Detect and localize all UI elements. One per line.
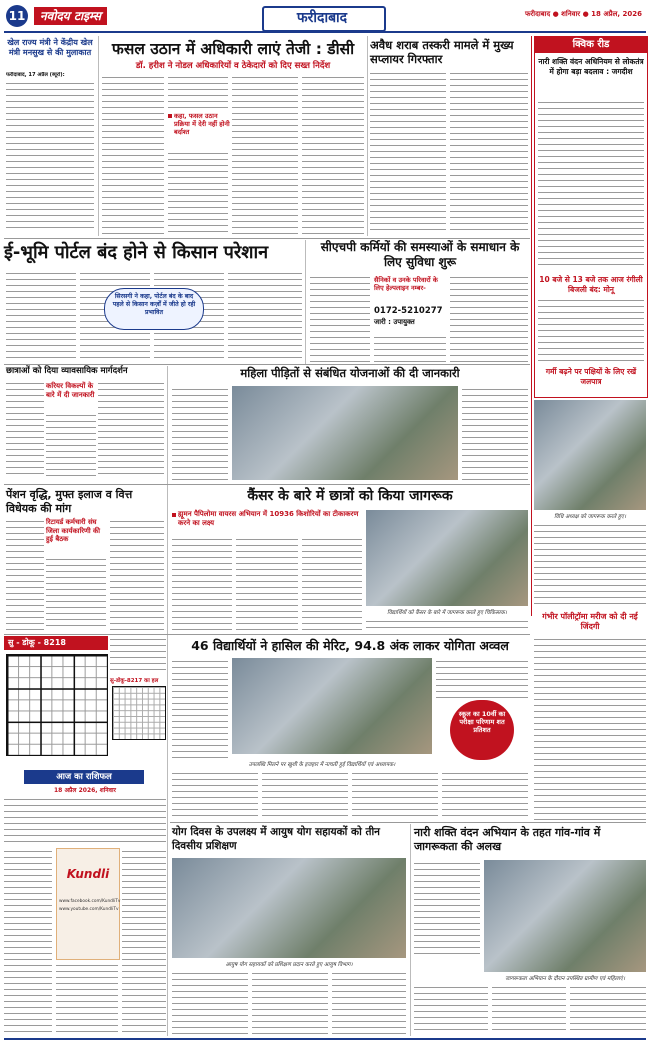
lead-subhead: डॉ. हरीश ने नोडल अधिकारियों व ठेकेदारों को दिए सख्त निर्देश — [135, 61, 331, 71]
csp-body-1 — [310, 274, 370, 362]
quick-read-item2-headline: 10 बजे से 13 बजे तक आज रंगीली बिजली बंद: मोनू — [539, 275, 643, 294]
pension-body-2 — [46, 556, 106, 630]
lead-body-1 — [102, 74, 164, 236]
shakti-body-1 — [414, 860, 480, 956]
yoga-body-2 — [252, 970, 328, 1034]
right-lower-body-1 — [534, 522, 646, 608]
quick-read — [534, 36, 648, 398]
eportal-quote — [104, 288, 204, 330]
eportal-headline: ई-भूमि पोर्टल बंद होने से किसान परेशान — [4, 242, 269, 263]
eportal-body-4 — [228, 270, 302, 360]
sudoku — [4, 636, 166, 766]
pension-headline: पेंशन वृद्धि, मुफ्त इलाज व वित्त विधेयक की मांग — [6, 488, 133, 515]
shakti-body-2 — [414, 984, 488, 1034]
pension-body-1 — [6, 518, 44, 630]
page-number: 11 — [6, 5, 28, 27]
csp-body-3 — [450, 274, 528, 362]
cancer-photo-caption: विद्यार्थियों को कैंसर के बारे में जागरूक करते हुए चिकित्सक। — [387, 610, 507, 616]
cancer-headline: कैंसर के बारे में छात्रों को किया जागरूक — [247, 488, 453, 504]
quick-read-item1-body — [538, 99, 644, 269]
yoga-photo — [172, 858, 406, 958]
dateline: फरीदाबाद ● शनिवार ● 18 अप्रैल, 2026 — [525, 10, 642, 18]
kundli-ad-line1: www.facebook.com/KundliTv — [59, 899, 121, 904]
horoscope-title: आज का राशिफल — [24, 770, 144, 784]
horoscope-body-top — [4, 796, 166, 844]
cancer-body-2 — [236, 536, 298, 630]
quick-read-item2-body — [538, 297, 644, 363]
women-headline: महिला पीड़ितों से संबंधित योजनाओं की दी जानकारी — [240, 366, 460, 380]
quick-read-item3-headline: गर्मी बढ़ने पर पक्षियों के लिए रखें जलपात्र — [545, 367, 637, 386]
cancer-body-1 — [172, 536, 232, 630]
merit-body-6 — [442, 770, 528, 820]
csp-body-2 — [374, 334, 446, 362]
guidance-pullquote: करियर विकल्पों के बारे में दी जानकारी — [46, 382, 95, 399]
merit-photo — [232, 658, 432, 754]
merit-photo-caption: उपलब्धि मिलने पर खुशी के इजहार में नाचती हुई विद्यार्थियों एवं अध्यापक। — [248, 762, 396, 768]
eportal-quote-text: सिरसगी ने कहा, पोर्टल बंद के बाद पहले से किसान कर्ज़ों में जीते हो रही प्रभावित — [112, 293, 196, 316]
city-banner — [262, 6, 382, 28]
left-brief-dateline: फरीदाबाद, 17 अप्रैल (ब्यूरो): — [6, 72, 65, 78]
shakti-body-3 — [492, 984, 566, 1034]
right-lower-photo — [534, 400, 646, 510]
kundli-ad[interactable] — [56, 848, 120, 960]
heart-headline: गंभीर पॉलीट्रॉमा मरीज को दी नई जिंदगी — [542, 612, 638, 631]
merit-headline: 46 विद्यार्थियों ने हासिल की मेरिट, 94.8 अंक लाकर योगिता अव्वल — [191, 638, 509, 653]
shakti-headline: नारी शक्ति वंदन अभियान के तहत गांव-गांव में जागरूकता की अलख — [414, 826, 601, 853]
shakti-body-4 — [570, 984, 646, 1034]
sudoku-title: सु - डोकू - 8218 — [4, 636, 108, 650]
lead-headline: फसल उठान में अधिकारी लाएं तेजी : डीसी — [111, 40, 355, 58]
sudoku-solution-title: सु-डोकू-8217 का हल — [110, 678, 159, 684]
shakti-photo-caption: जागरूकता अभियान के दौरान उपस्थित ग्रामीण एवं महिलाएं। — [505, 976, 625, 982]
cancer-body-4 — [366, 618, 528, 630]
quick-read-item1-headline: नारी शक्ति वंदन अधिनियम से लोकतंत्र में होगा बड़ा बदलाव : जगदीश — [538, 57, 644, 76]
city-banner-text: फरीदाबाद — [296, 10, 348, 26]
yoga-headline: योग दिवस के उपलक्ष्य में आयुष योग सहायकों को तीन दिवसीय प्रशिक्षण — [172, 826, 380, 852]
merit-body-1 — [172, 658, 228, 758]
masthead — [0, 0, 650, 34]
horoscope-col-right — [122, 848, 166, 1032]
shakti-photo — [484, 860, 646, 972]
kundli-ad-line2: www.youtube.com/KundliTv — [59, 907, 119, 912]
merit-body-4 — [262, 770, 348, 820]
cancer-body-3 — [302, 536, 362, 630]
guidance-body-2 — [46, 412, 96, 478]
csp-helpline-suffix: जारी : उपायुक्त — [374, 318, 415, 326]
eportal-body-1 — [6, 270, 76, 360]
lead-pullquote-text: कहा, फसल उठान प्रक्रिया में देरी नहीं होनी बर्दाश्त — [174, 112, 230, 136]
csp-helpline-label: सैनिकों व उनके परिवारों के लिए हेल्पलाइन नम्बर- — [374, 276, 438, 292]
sudoku-grid[interactable] — [6, 654, 108, 756]
guidance-body-1 — [6, 380, 44, 478]
merit-body-2 — [436, 658, 528, 698]
liquor-body-1 — [370, 70, 446, 234]
horoscope — [4, 770, 166, 1034]
merit-badge-text: स्कूल का 10वीं का परीक्षा परिणाम शत प्रतिशत — [458, 710, 506, 734]
merit-badge — [450, 700, 514, 760]
horoscope-col-mid — [56, 962, 118, 1032]
guidance-body-3 — [98, 380, 164, 478]
merit-body-3 — [172, 770, 258, 820]
pension-pullquote: रिटायर्ड कर्मचारी संघ जिला कार्यकारिणी की हुई बैठक — [46, 518, 101, 543]
horoscope-date: 18 अप्रैल 2026, शनिवार — [54, 787, 116, 794]
right-lower-body-2 — [534, 636, 646, 820]
lead-body-3 — [168, 150, 228, 236]
women-body-2 — [462, 386, 528, 482]
yoga-body-3 — [332, 970, 406, 1034]
women-body-1 — [172, 386, 228, 482]
lead-body-4 — [232, 74, 298, 236]
women-photo — [232, 386, 458, 480]
left-brief-body — [6, 80, 94, 232]
csp-helpline-number: 0172-5210277 — [374, 306, 443, 316]
lead-pullquote — [168, 112, 228, 148]
csp-headline: सीएचपी कर्मियों की समस्याओं के समाधान के लिए सुविधा शुरू — [320, 240, 520, 269]
yoga-body-1 — [172, 970, 248, 1034]
cancer-subhead: ह्यूमन पैपिलोमा वायरस अभियान में 10936 किशोरियों का टीकाकरण करने का लक्ष्य — [178, 510, 359, 527]
horoscope-col-left — [4, 848, 52, 1032]
pension-body-3 — [110, 518, 164, 630]
kundli-ad-brand: Kundli — [66, 867, 110, 881]
left-brief-headline: खेल राज्य मंत्री ने केंद्रीय खेल मंत्री मनसुख से की मुलाकात — [7, 38, 93, 57]
cancer-subhead-block — [172, 510, 362, 534]
merit-body-5 — [352, 770, 438, 820]
paper-name: नवोदय टाइम्स — [34, 7, 107, 25]
sudoku-instructions — [110, 636, 166, 672]
yoga-photo-caption: आयुष योग सहायकों को प्रशिक्षण प्रदान करते हुए आयुष विभाग। — [225, 962, 353, 968]
guidance-headline: छात्राओं को दिया व्यावसायिक मार्गदर्शन — [6, 366, 128, 376]
cancer-photo — [366, 510, 528, 606]
lead-body-2 — [168, 74, 228, 110]
quick-read-label: क्विक रीड — [535, 37, 647, 53]
csp-helpline — [374, 276, 446, 332]
lead-body-5 — [302, 74, 364, 236]
right-lower-photo-caption: विधि अध्यक्ष को जागरूक करते हुए। — [554, 514, 626, 520]
sudoku-solution-grid — [112, 686, 166, 740]
liquor-headline: अवैध शराब तस्करी मामले में मुख्य सप्लायर गिरफ्तार — [370, 38, 514, 66]
liquor-body-2 — [450, 70, 528, 234]
